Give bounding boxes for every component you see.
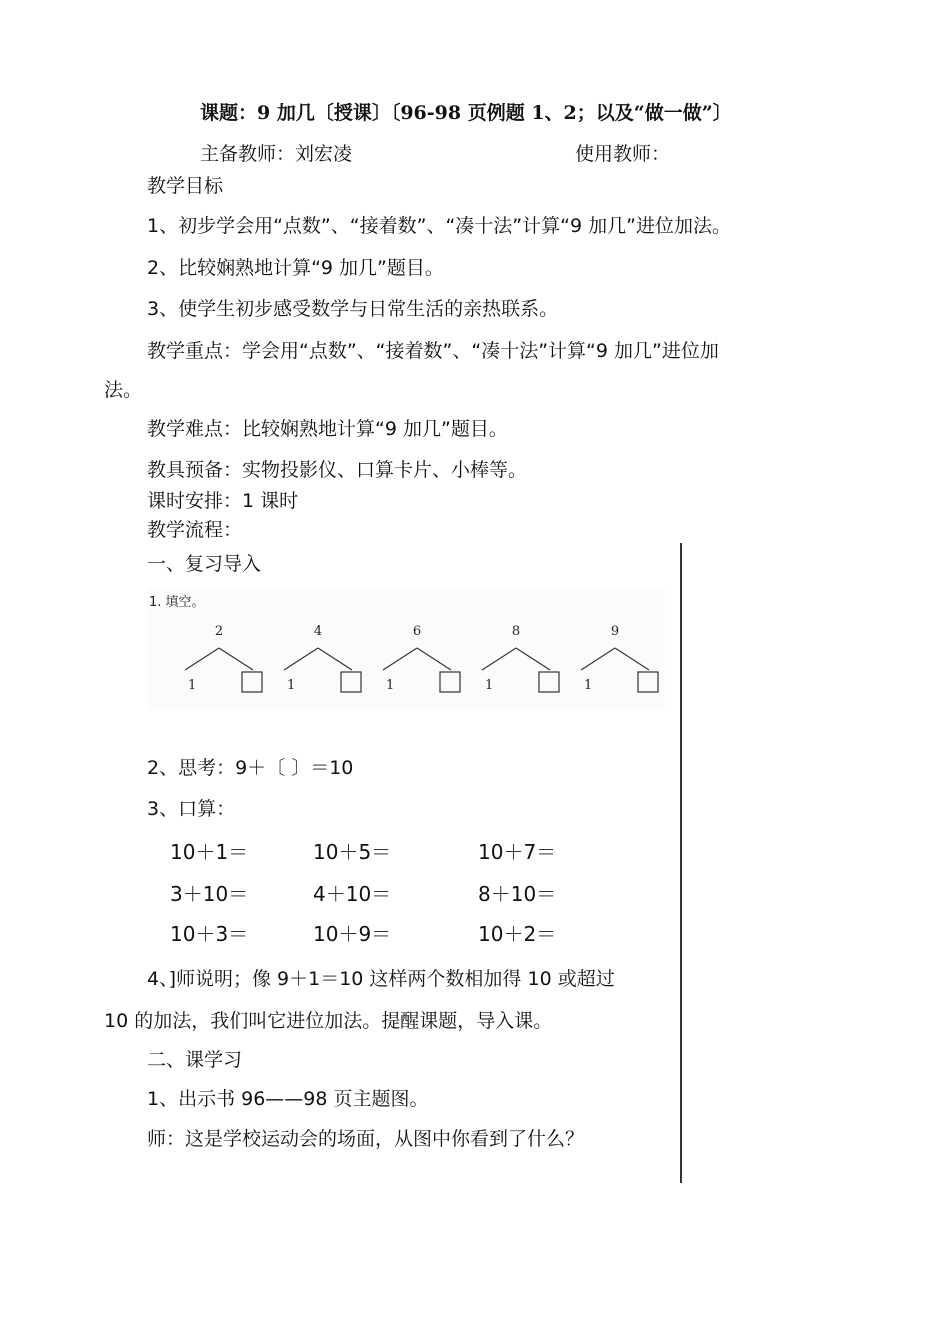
bond-top-number: 2 [214, 624, 224, 639]
using-teacher: 使用教师： [575, 143, 671, 165]
bond-branch-right [219, 648, 253, 670]
bond-left-number: 1 [584, 678, 593, 693]
teacher-question: 师：这是学校运动会的场面，从图中你看到了什么？ [147, 1128, 585, 1150]
oral-equation: 10＋3＝ [170, 922, 249, 946]
oral-heading: 3、口算： [147, 798, 236, 820]
bond-branch-left [482, 648, 516, 670]
goal-item: 3、使学生初步感受数学与日常生活的亲热联系。 [147, 298, 559, 320]
bond-branch-right [417, 648, 451, 670]
bond-top-number: 8 [511, 624, 521, 639]
bond-branch-left [185, 648, 219, 670]
bond-top-number: 4 [313, 624, 323, 639]
step-show-picture: 1、出示书 96——98 页主题图。 [147, 1088, 429, 1110]
figure-heading: 1. 填空。 [149, 595, 205, 610]
bond-branch-right [615, 648, 649, 670]
key-point-line1: 教学重点：学会用“点数”、“接着数”、“凑十法”计算“9 加几”进位加 [147, 340, 719, 362]
oral-equation: 10＋9＝ [313, 922, 392, 946]
bond-branch-right [516, 648, 550, 670]
oral-equation: 3＋10＝ [170, 882, 249, 906]
bond-branch-right [318, 648, 352, 670]
bond-branch-left [383, 648, 417, 670]
think-question: 2、思考：9＋〔 〕＝10 [147, 757, 354, 779]
difficulty: 教学难点：比较娴熟地计算“9 加几”题目。 [147, 418, 508, 440]
bond-answer-box [242, 672, 262, 692]
fill-blank-figure [147, 588, 665, 710]
bond-branch-left [284, 648, 318, 670]
oral-equation: 10＋7＝ [478, 840, 557, 864]
goal-item: 1、初步学会用“点数”、“接着数”、“凑十法”计算“9 加几”进位加法。 [147, 215, 731, 237]
section-new-lesson: 二、课学习 [147, 1049, 243, 1071]
teacher-note-line1: 4、]师说明；像 9＋1＝10 这样两个数相加得 10 或超过 [147, 968, 615, 990]
oral-equation: 4＋10＝ [313, 882, 392, 906]
bond-left-number: 1 [188, 678, 197, 693]
oral-equation: 10＋2＝ [478, 922, 557, 946]
bond-branch-left [581, 648, 615, 670]
oral-equation: 10＋5＝ [313, 840, 392, 864]
oral-equation: 8＋10＝ [478, 882, 557, 906]
goal-item: 2、比较娴熟地计算“9 加几”题目。 [147, 257, 444, 279]
main-teacher: 主备教师：刘宏凌 [200, 143, 353, 165]
process-heading: 教学流程： [147, 519, 243, 541]
bond-answer-box [440, 672, 460, 692]
teacher-note-line2: 10 的加法，我们叫它进位加法。提醒课题，导入课。 [104, 1010, 553, 1032]
vertical-rule [680, 543, 682, 1183]
bond-answer-box [341, 672, 361, 692]
goals-heading: 教学目标 [147, 175, 224, 197]
bond-top-number: 9 [610, 624, 620, 639]
bond-answer-box [638, 672, 658, 692]
bond-top-number: 6 [412, 624, 422, 639]
bond-left-number: 1 [485, 678, 494, 693]
bond-left-number: 1 [386, 678, 395, 693]
oral-equation: 10＋1＝ [170, 840, 249, 864]
section-review: 一、复习导入 [147, 553, 262, 575]
bond-answer-box [539, 672, 559, 692]
teaching-tools: 教具预备：实物投影仪、口算卡片、小棒等。 [147, 459, 528, 481]
lesson-title: 课题：9 加几〔授课〕〔96-98 页例题 1、2；以及“做一做”〕 [200, 102, 732, 124]
bond-left-number: 1 [287, 678, 296, 693]
number-bond-group [185, 624, 658, 693]
schedule: 课时安排：1 课时 [147, 490, 299, 512]
key-point-line2: 法。 [104, 379, 143, 401]
